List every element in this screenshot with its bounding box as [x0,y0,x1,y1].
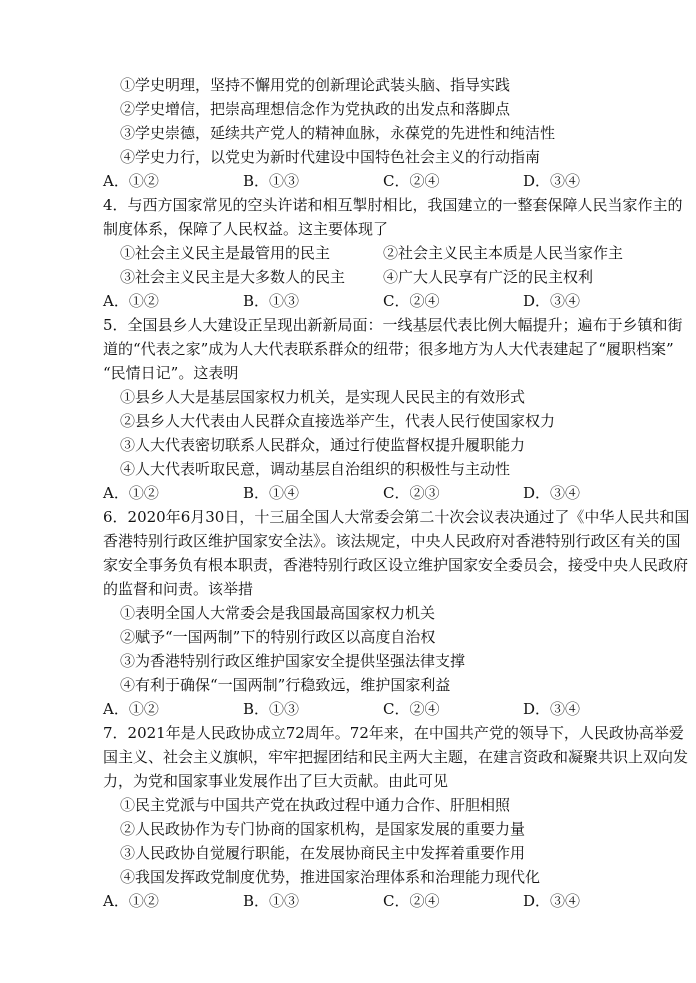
q3-statement-1: ①学史明理，坚持不懈用党的创新理论武装头脑、指导实践 [120,76,511,94]
q4-stem-line-2: 制度体系，保障了人民权益。这主要体现了 [103,220,389,238]
q5-statement-2: ②县乡人大代表由人民群众直接选举产生，代表人民行使国家权力 [120,412,556,430]
q3-option-a: A．①② [103,172,159,190]
q6-option-a: A．①② [103,700,159,718]
q5-stem-line-3: “民情日记”。这表明 [103,364,239,382]
q5-statement-1: ①县乡人大是基层国家权力机关，是实现人民民主的有效形式 [120,388,526,406]
q7-option-b: B．①③ [243,892,300,910]
q3-option-b: B．①③ [243,172,300,190]
q5-statement-3: ③人大代表密切联系人民群众，通过行使监督权提升履职能力 [120,436,526,454]
q4-stem-line-1: 4．与西方国家常见的空头许诺和相互掣肘相比，我国建立的一整套保障人民当家作主的 [103,196,683,214]
q5-stem-line-1: 5．全国县乡人大建设正呈现出新新局面：一线基层代表比例大幅提升；遍布于乡镇和街 [103,316,683,334]
q7-stem-line-3: 力，为党和国家事业发展作出了巨大贡献。由此可见 [103,772,449,790]
q4-statement-2: ②社会主义民主本质是人民当家作主 [383,244,624,262]
q4-statement-4: ④广大人民享有广泛的民主权利 [383,268,594,286]
q4-option-c: C．②④ [383,292,440,310]
q6-stem-line-2: 香港特别行政区维护国家安全法》。该法规定，中央人民政府对香港特别行政区有关的国 [103,532,681,550]
q3-options [103,171,583,191]
q7-option-a: A．①② [103,892,159,910]
q6-option-d: D．③④ [523,700,581,718]
q3-option-c: C．②④ [383,172,440,190]
q6-option-b: B．①③ [243,700,300,718]
q6-stem-line-3: 家安全事务负有根本职责，香港特别行政区设立维护国家安全委员会，接受中央人民政府 [103,556,689,574]
q5-statement-4: ④人大代表听取民意，调动基层自治组织的积极性与主动性 [120,460,511,478]
q6-stem-line-1: 6．2020年6月30日，十三届全国人大常委会第二十次会议表决通过了《中华人民共和国 [103,508,690,526]
q5-options [103,483,583,503]
q7-stem-line-1: 7．2021年是人民政协成立72周年。72年来，在中国共产党的领导下，人民政协高举爱 [103,724,684,742]
q6-options [103,699,583,719]
q3-statement-3: ③学史崇德，延续共产党人的精神血脉，永葆党的先进性和纯洁性 [120,124,556,142]
q6-statement-2: ②赋予“一国两制”下的特别行政区以高度自治权 [120,628,436,646]
q3-option-d: D．③④ [523,172,581,190]
q6-statement-4: ④有利于确保“一国两制”行稳致远，维护国家利益 [120,676,451,694]
q4-option-a: A．①② [103,292,159,310]
q3-statement-4: ④学史力行，以党史为新时代建设中国特色社会主义的行动指南 [120,148,541,166]
q5-stem-line-2: 道的“代表之家”成为人大代表联系群众的纽带；很多地方为人大代表建起了“履职档案” [103,340,674,358]
q7-option-c: C．②④ [383,892,440,910]
q7-stem-line-2: 国主义、社会主义旗帜，牢牢把握团结和民主两大主题，在建言资政和凝聚共识上双向发 [103,748,689,766]
q7-statement-4: ④我国发挥政党制度优势，推进国家治理体系和治理能力现代化 [120,868,541,886]
q5-option-d: D．③④ [523,484,581,502]
q7-options [103,891,583,911]
q4-statement-1: ①社会主义民主是最管用的民主 [120,244,331,262]
q6-stem-line-4: 的监督和问责。该举措 [103,580,254,598]
q5-option-a: A．①② [103,484,159,502]
q7-statement-3: ③人民政协自觉履行职能，在发展协商民主中发挥着重要作用 [120,844,526,862]
q3-statement-2: ②学史增信，把崇高理想信念作为党执政的出发点和落脚点 [120,100,511,118]
q4-option-d: D．③④ [523,292,581,310]
q6-statement-3: ③为香港特别行政区维护国家安全提供坚强法律支撑 [120,652,466,670]
q7-option-d: D．③④ [523,892,581,910]
q4-options [103,291,583,311]
q6-statement-1: ①表明全国人大常委会是我国最高国家权力机关 [120,604,436,622]
q6-option-c: C．②④ [383,700,440,718]
q4-option-b: B．①③ [243,292,300,310]
q7-statement-1: ①民主党派与中国共产党在执政过程中通力合作、肝胆相照 [120,796,511,814]
q7-statement-2: ②人民政协作为专门协商的国家机构，是国家发展的重要力量 [120,820,526,838]
q5-option-b: B．①④ [243,484,300,502]
q5-option-c: C．②③ [383,484,440,502]
q4-statement-3: ③社会主义民主是大多数人的民主 [120,268,346,286]
